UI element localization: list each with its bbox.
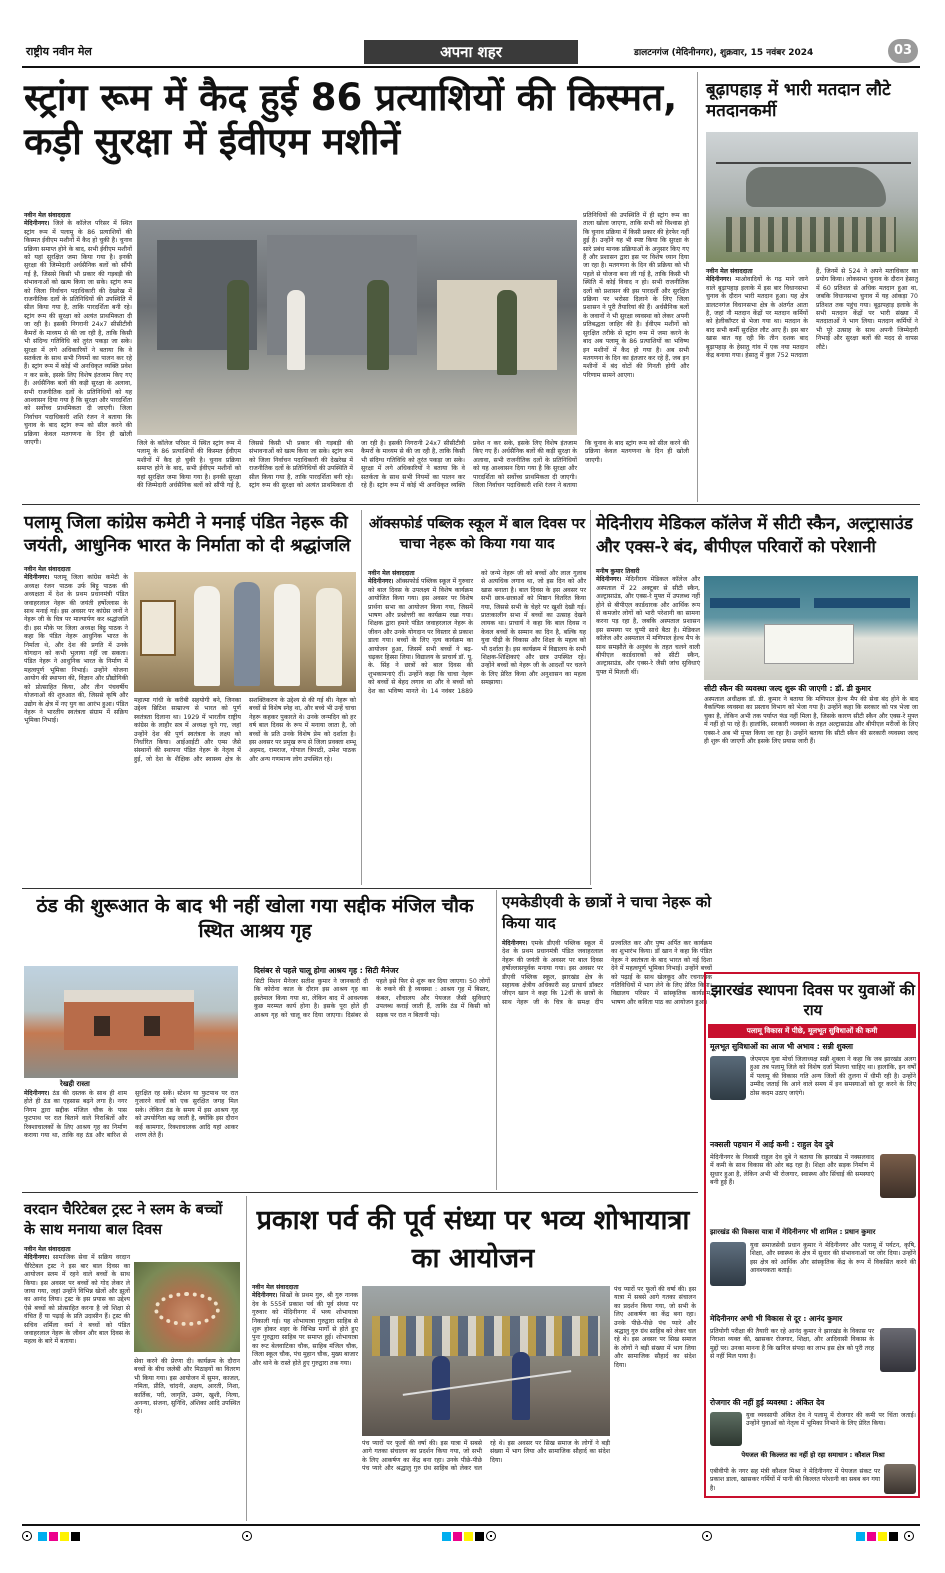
prakash-byline: नवीन मेल संवाददाता: [252, 1284, 299, 1291]
print-color-bar: [22, 1530, 920, 1544]
opinion-heading: पेयजल की किल्लत का नहीं हो रहा समाधान : कौशल मिश्रा: [741, 1451, 885, 1459]
mmch-headline: मेदिनीराय मेडिकल कॉलेज में सीटी स्कैन, अल्ट्रासाउंड और एक्स-रे बंद, बीपीएल परिवारों को परेशानी: [596, 514, 913, 556]
column-divider: [361, 510, 362, 885]
masthead-rule: [22, 66, 920, 68]
nehru-jayanti-place: मेदिनीनगर।: [24, 574, 50, 582]
nehru-tribute-photo: [134, 572, 356, 692]
oxford-place: मेदिनीनगर।: [368, 578, 394, 586]
slum-col-1: [24, 1246, 130, 1518]
slum-body: सामाजिक सेवा में सक्रिय वरदान चैरिटेबल ट्रस्ट ने इस बार बाल दिवस का आयोजन स्लम में रहने वाले बच्चों के साथ किया। इस अवसर पर बच्चों को गोद लेकर ले जाया गया, जहां उन्होंने विभिन्न खेलों और झूलों का आनंद लिया। ट्रस्ट के इस प्रयास का उद्देश्य ऐसे बच्चों को प्रोत्साहित करना है जो शिक्षा से वंचित हैं या पढ़ाई के प्रति उदासीन हैं। ट्रस्ट की सचिव शर्मिला वर्मा ने बच्चों को पंडित जवाहरलाल नेहरू के जीवन और बाल दिवस के महत्व के बारे में बताया।: [24, 1254, 131, 1346]
opinion-text: मेदिनीनगर के निवासी राहुल देव दुबे ने बताया कि झारखंड में नक्सलवाद में कमी के साथ विकास की ओर बढ़ रहा है। शिक्षा और सड़क निर्माण में सुधार हुआ है, लेकिन अभी भी रोजगार, स्वास्थ्य और सिंचाई की समस्याएं बनी हुई हैं।: [710, 1154, 874, 1187]
lead-body-cont: जिले के कॉलेज परिसर में स्थित स्ट्रांग रूम में पलामू के 86 प्रत्याशियों की किस्मत ईवीएम मशीनों में कैद हो चुकी है। चुनाव प्रक्रिया समाप्त होने के बाद, सभी ईवीएम मशीनों को यहां सुरक्षित जमा किया गया है। इनकी सुरक्षा की जिम्मेदारी अर्धसैनिक बलों को सौंपी गई है, जिससे किसी भी प्रकार की गड़बड़ी की संभावनाओं को खत्म किया जा सके। स्ट्रांग रूम को जिला निर्वाचन पदाधिकारी की देखरेख में राजनीतिक दलों के प्रतिनिधियों की उपस्थिति में सील किया गया है, ताकि पारदर्शिता बनी रहे। स्ट्रांग रूम की सुरक्षा को अत्यंत प्राथमिकता दी जा रही है। इसकी निगरानी 24x7 सीसीटीवी कैमरों के माध्यम से की जा रही है, ताकि किसी भी संदिग्ध गतिविधि को तुरंत पकड़ा जा सके। सुरक्षा में लगे अधिकारियों ने बताया कि वे सतर्कता के साथ सभी नियमों का पालन कर रहे हैं। स्ट्रांग रूम में कोई भी अनधिकृत व्यक्ति प्रवेश न कर सके, इसके लिए विशेष इंतजाम किए गए हैं। अर्धसैनिक बलों की कड़ी सुरक्षा के अलावा, सभी राजनीतिक दलों के प्रतिनिधियों को यह आश्वासन दिया गया है कि सुरक्षा और पारदर्शिता को सर्वोच्च प्राथमिकता दी जाएगी। जिला निर्वाचन पदाधिकारी शशि रंजन ने बताया कि चुनाव के बाद स्ट्रांग रूम को सील करने की प्रक्रिया केवल मतगणना के दिन ही खोली जाएगी।: [137, 440, 689, 490]
mkdav-story: [502, 940, 712, 1184]
slum-col-2: [134, 1358, 240, 1518]
lead-body-2: प्रतिनिधियों की उपस्थिति में ही स्ट्रांग रूम का ताला खोला जाएगा, ताकि सभी को विश्वास हो कि चुनाव प्रक्रिया में किसी प्रकार की हेरफेर नहीं हुई है। उन्होंने यह भी स्पष्ट किया कि सुरक्षा के सारे प्रबंध मानक प्रक्रियाओं के अनुसार किए गए हैं और प्रशासन द्वारा इस पर विशेष ध्यान दिया जा रहा है। मतगणना के दिन की प्रक्रिया को भी पहले से योजना बना ली गई है, ताकि किसी भी स्थिति में कोई विवाद न हो। सभी राजनीतिक दलों को प्रशासन की इस पारदर्शी और सुरक्षित प्रक्रिया पर भरोसा दिलाने के लिए जिला प्रशासन ने पूरी तैयारियां की हैं। अर्धसैनिक बलों के जवानों ने भी सुरक्षा व्यवस्था को लेकर अपनी प्रतिबद्धता जाहिर की है। ईवीएम मशीनों को सुरक्षित तरीके से स्ट्रांग रूम में जमा करने के बाद अब पलामू के 86 प्रत्याशियों का भविष्य इन मशीनों में कैद हो गया है। अब सभी मतगणना के दिन का इंतजार कर रहे हैं, जब इन मशीनों में बंद वोटों की गिनती होगी और परिणाम सामने आएगा।: [583, 212, 689, 379]
helicopter-photo: [706, 132, 918, 262]
avatar: [710, 1242, 746, 1286]
prakash-col-2: [362, 1440, 610, 1518]
opinion-4: [710, 1314, 916, 1396]
mmch-col-1: [596, 568, 700, 758]
slum-body-2: सेवा करने की प्रेरणा दी। कार्यक्रम के दौरान बच्चों के बीच जलेबी और मिठाइयों का वितरण भी किया गया। इस आयोजन में सुमन, काजल, नमिता, प्रीति, चांदनी, अक्षय, आरती, निशा, कार्तिक, परी, जागृति, उमंग, खुशी, नित्या, अनन्या, संजना, सुनिधि, अंशिका आदि उपस्थित रहे।: [134, 1358, 240, 1416]
avatar: [880, 1328, 916, 1372]
opinion-text: एबीवीपी के नगर सह मंत्री कौशल मिश्रा ने मेदिनीनगर में पेयजल संकट पर प्रकाश डाला, खासकर गर्मियों में पानी की किल्लत परेशानी का सबब बन गया है।: [710, 1468, 880, 1492]
shelter-body: ठंड की दस्तक के साथ ही शाम होते ही ठंड का एहसास बढ़ने लगा है। नगर निगम द्वारा सद्दीक मंजिल चौक के पास फुटपाथ पर रात बिताने वाले निराश्रितों और रिक्शाचालकों के लिए आश्रय गृह का निर्माण कराया गया था, ताकि वह ठंड और बारिश से सुरक्षित रह सकें। स्टेशन या फुटपाथ पर रात गुजारने वालों को एक सुरक्षित जगह मिल सके। लेकिन ठंड के समय में इस आश्रय गृह को उपयोगिता बढ़ जाती है, क्योंकि इस दौरान कई कामगार, रिक्शाचालक आदि यहां आकर शरण लेते हैं।: [24, 1090, 238, 1140]
jharkhand-box-subtitle: पलामू विकास में पीछे, मूलभूत सुविधाओं की कमी: [708, 1024, 916, 1038]
prakash-parv-headline: प्रकाश पर्व की पूर्व संध्या पर भव्य शोभायात्रा का आयोजन: [256, 1205, 690, 1274]
children-circle-photo: [134, 1262, 240, 1352]
lead-headline: स्ट्रांग रूम में कैद हुई 86 प्रत्याशियों की किस्मत, कड़ी सुरक्षा में ईवीएम मशीनें: [24, 76, 678, 163]
prakash-body: सिखों के प्रथम गुरु, श्री गुरु नानक देव के 555वें प्रकाश पर्व की पूर्व संध्या पर गुरुवार को मेदिनीनगर में भव्य शोभायात्रा निकाली गई। यह शोभायात्रा गुरुद्वारा साहिब से शुरू होकर शहर के विभिन्न मार्गों से होते हुए पुनः गुरुद्वारा साहिब पर समाप्त हुई। शोभायात्रा का रूट बेलवाटिका चौक, साहिब मंजिल चौक, जिला स्कूल चौक, पंच मुहान चौक, मुख्य बाजार और थाने के रास्ते होते हुए गुरुद्वारा तक गया।: [252, 1292, 359, 1367]
footer-rule: [22, 1524, 920, 1526]
jharkhand-box-title: झारखंड स्थापना दिवस पर युवाओं की राय: [710, 981, 916, 1019]
opinion-heading: रोजगार की नहीं हुई व्यवस्था : अंकित देव: [710, 1398, 825, 1407]
column-divider: [697, 72, 698, 502]
column-divider: [590, 510, 591, 885]
prakash-body-2: पंच प्यारों पर फूलों की वर्षा की। इस यात्रा में सबसे आगे गतका संचालन का प्रदर्शन किया गया, जो सभी के लिए आकर्षण का केंद्र बना रहा। उनके पीछे-पीछे पंच प्यारे और श्रद्धालु गुरु ग्रंथ साहिब को लेकर चल रहे थे। इस अवसर पर सिख समाज के लोगों ने बड़ी संख्या में भाग लिया और सामाजिक सौहार्द का संदेश दिया।: [362, 1440, 610, 1473]
jharkhand-day-box: [704, 972, 920, 1498]
slum-byline: नवीन मेल संवाददाता: [24, 1246, 71, 1253]
dateline: डालटनगंज (मेदिनीनगर), शुक्रवार, 15 नवंबर 2024: [634, 48, 814, 58]
budhapahad-place: मेदिनीनगर।: [706, 276, 732, 284]
avatar: [880, 1154, 916, 1198]
lead-story-col-3: [583, 212, 689, 497]
opinion-text: जेएमएम युवा मोर्चा जिलाध्यक्ष सन्नी शुक्ला ने कहा कि जब झारखंड अलग हुआ तब पलामू जिले को विशेष दर्जा मिलना चाहिए था। हालांकि, इन वर्षों में पलामू की विकास गति अन्य जिलों की तुलना में धीमी रही है। उन्होंने उम्मीद जताई कि आने वाले समय में इन समस्याओं को दूर करने के लिए ठोस कदम उठाए जाएंगे।: [750, 1056, 916, 1097]
opinion-3: [710, 1228, 916, 1312]
prakash-body-2-cont: पंच प्यारों पर फूलों की वर्षा की। इस यात्रा में सबसे आगे गतका संचालन का प्रदर्शन किया गया, जो सभी के लिए आकर्षण का केंद्र बना रहा। उनके पीछे-पीछे पंच प्यारे और श्रद्धालु गुरु ग्रंथ साहिब को लेकर चल रहे थे। इस अवसर पर सिख समाज के लोगों ने बड़ी संख्या में भाग लिया और सामाजिक सौहार्द का संदेश दिया।: [614, 1286, 696, 1369]
lead-story-col-1: [24, 212, 132, 497]
budhapahad-body: माओवादियों के गढ़ माने जाने वाले बूढ़ापहाड़ इलाके में इस बार विधानसभा चुनाव के दौरान भारी मतदान हुआ। यह क्षेत्र डालटनगंज विधानसभा क्षेत्र के अंतर्गत आता है, जहां नौ मतदान केंद्रों पर मतदान कर्मियों को हेलीकॉप्टर से भेजा गया था। मतदान के बाद सभी कर्मी सुरक्षित लौट आए हैं। इस बार खास बात यह रही कि तीन दशक बाद बूढ़ापहाड़ के हेसातु गांव में एक नया मतदान केंद्र बनाया गया। हेसातु में कुल 752 मतदाता हैं, जिनमें से 524 ने अपने मताधिकार का प्रयोग किया। लोकसभा चुनाव के दौरान हेसातु में 60 प्रतिशत से अधिक मतदान हुआ था, जबकि विधानसभा चुनाव में यह आंकड़ा 70 प्रतिशत तक पहुंच गया। बूढ़ापहाड़ इलाके के सभी मतदान केंद्रों पर भारी संख्या में मतदाताओं ने भाग लिया। मतदान कर्मियों ने भी पूरे उत्साह के साथ अपनी जिम्मेदारी निभाई और सुरक्षा बलों की मदद से वापस लौटे।: [706, 268, 918, 360]
hospital-photo: [704, 576, 918, 680]
prakash-place: मेदिनीनगर।: [252, 1292, 278, 1300]
slum-children-headline: वरदान चैरिटेबल ट्रस्ट ने स्लम के बच्चों के साथ मनाया बाल दिवस: [24, 1202, 223, 1238]
budhapahad-byline: नवीन मेल संवाददाता: [706, 268, 753, 275]
avatar: [884, 1464, 916, 1494]
nehru-jayanti-col-2: [134, 697, 356, 881]
avatar: [710, 1412, 742, 1446]
opinion-heading: झारखंड की विकास यात्रा में मेदिनीनगर भी शामिल : प्रधान कुमार: [710, 1228, 876, 1236]
column-divider: [246, 1196, 247, 1521]
mkdav-headline: एमकेडीएवी के छात्रों ने चाचा नेहरू को किया याद: [502, 893, 712, 932]
lead-story-col-2: [137, 440, 689, 498]
opinion-text: युवा व्यवसायी अंकित देव ने पलामू में रोजगार की कमी पर चिंता जताई। उन्होंने युवाओं को नेतृत्व में भूमिका निभाने के लिए प्रेरित किया।: [746, 1412, 916, 1428]
nehru-jayanti-col-1: [24, 566, 128, 881]
opinion-text: युवा समाजसेवी प्रधान कुमार ने मेदिनीनगर और पलामू में पर्यटन, कृषि, शिक्षा, और स्वास्थ्य के क्षेत्र में सुधार की संभावनाओं पर जोर दिया। उन्होंने इस क्षेत्र को आर्थिक और सांस्कृतिक केंद्र के रूप में विकसित करने की आवश्यकता बताई।: [750, 1242, 916, 1275]
shelter-body-2: सिटी मिशन मैनेजर सतीश कुमार ने जानकारी दी कि कोरोना काल के दौरान इस आश्रय गृह का इस्तेमाल किया गया था, लेकिन बाद में आवश्यक कुछ मरम्मत कार्य होना है। इसके पूरा होते ही आश्रय गृह को चालू कर दिया जाएगा। दिसंबर से पहले इसे फिर से शुरू कर दिया जाएगा। 50 लोगों के रुकने की है व्यवस्था : आश्रय गृह में बिस्तर, कंबल, शौचालय और पेयजल जैसी सुविधाएं उपलब्ध कराई जाती हैं, ताकि ठंड में किसी को सड़क पर रात न बितानी पड़े।: [254, 978, 490, 1019]
procession-photo: [362, 1286, 610, 1436]
mkdav-body: एमके डीएवी पब्लिक स्कूल में देश के प्रथम प्रधानमंत्री पंडित जवाहरलाल नेहरू की जयंती के अवसर पर बाल दिवस हर्षोल्लासपूर्वक मनाया गया। इस अवसर पर डीएवी पब्लिक स्कूल, झारखंड क्षेत्र के सहायक क्षेत्रीय अधिकारी सह प्राचार्य डॉक्टर जीएन खान ने कहा कि 12वीं के छात्रों के साथ नेहरू जी के चित्र के समक्ष दीप प्रज्वलित कर और पुष्प अर्पित कर कार्यक्रम का शुभारंभ किया। डॉ खान ने कहा कि पंडित नेहरू ने स्वतंत्रता के बाद भारत को नई दिशा देने में महत्वपूर्ण भूमिका निभाई। उन्होंने बच्चों को पढ़ाई के साथ खेलकूद और रचनात्मक गतिविधियों में भाग लेने के लिए प्रेरित किया। विद्यालय परिसर में सांस्कृतिक कार्यक्रम, भाषण और कविता पाठ का आयोजन हुआ।: [502, 940, 712, 1006]
page-number: 03: [888, 39, 918, 63]
shelter-col-2: [254, 978, 490, 1184]
opinion-text: प्रतियोगी परीक्षा की तैयारी कर रहे आनंद कुमार ने झारखंड के विकास पर निराशा व्यक्त की, खासकर रोजगार, शिक्षा, और आदिवासी विकास के मुद्दों पर। उनका मानना है कि खनिज संपदा का लाभ इस क्षेत्र को पूरी तरह से नहीं मिल पाया है।: [710, 1328, 874, 1361]
row-rule-2: [22, 888, 592, 889]
mmch-body-2: अस्पताल अधीक्षक डॉ. डी. कुमार ने बताया कि मणिपाल हेल्थ मैप की सेवा बंद होने के बाद वैकल्पिक व्यवस्था का प्रस्ताव विभाग को भेजा गया है। उन्होंने कहा कि सरकार को पत्र भेजा जा चुका है, लेकिन अभी तक पर्याप्त फंड नहीं मिला है, जिसके कारण सीटी स्कैन और एक्स-रे मुफ्त में नहीं हो पा रहे हैं। हालांकि, सरकारी व्यवस्था के तहत अल्ट्रासाउंड और बीपीएल मरीजों के लिए एक्स-रे अब भी मुफ्त किया जा रहा है। उन्होंने बताया कि सीटी स्कैन की सरकारी व्यवस्था जल्द ही शुरू की जाएगी और इसके लिए प्रयास जारी हैं।: [704, 696, 918, 746]
shelter-col-1: [24, 1090, 238, 1184]
opinion-heading: मेदिनीनगर अभी भी विकास से दूर : आनंद कुमार: [710, 1314, 843, 1323]
oxford-headline: ऑक्सफोर्ड पब्लिक स्कूल में बाल दिवस पर चाचा नेहरू को किया गया याद: [368, 516, 586, 552]
column-divider: [496, 890, 497, 1190]
budhapahad-headline: बूढ़ापहाड़ में भारी मतदान लौटे मतदानकर्मी: [706, 80, 891, 121]
budhapahad-story: [706, 268, 918, 500]
shelter-place: मेदिनीनगर।: [24, 1090, 50, 1097]
row-rule-1: [22, 504, 920, 505]
strong-room-photo: [137, 220, 577, 435]
opinion-heading: मूलभूत सुविधाओं का आज भी अभाव : सन्नी शुक्ला: [710, 1042, 853, 1051]
paper-name: राष्ट्रीय नवीन मेल: [26, 45, 92, 58]
lead-body: जिले के कॉलेज परिसर में स्थित स्ट्रांग रूम में पलामू के 86 प्रत्याशियों की किस्मत ईवीएम मशीनों में कैद हो चुकी है। चुनाव प्रक्रिया समाप्त होने के बाद, सभी ईवीएम मशीनों को यहां सुरक्षित जमा किया गया है। इनकी सुरक्षा की जिम्मेदारी अर्धसैनिक बलों को सौंपी गई है, जिससे किसी भी प्रकार की गड़बड़ी की संभावनाओं को खत्म किया जा सके। स्ट्रांग रूम को जिला निर्वाचन पदाधिकारी की देखरेख में राजनीतिक दलों के प्रतिनिधियों की उपस्थिति में सील किया गया है, ताकि पारदर्शिता बनी रहे। स्ट्रांग रूम की सुरक्षा को अत्यंत प्राथमिकता दी जा रही है। इसकी निगरानी 24x7 सीसीटीवी कैमरों के माध्यम से की जा रही है, ताकि किसी भी संदिग्ध गतिविधि को तुरंत पकड़ा जा सके। सुरक्षा में लगे अधिकारियों ने बताया कि वे सतर्कता के साथ सभी नियमों का पालन कर रहे हैं। स्ट्रांग रूम में कोई भी अनधिकृत व्यक्ति प्रवेश न कर सके, इसके लिए विशेष इंतजाम किए गए हैं। अर्धसैनिक बलों की कड़ी सुरक्षा के अलावा, सभी राजनीतिक दलों के प्रतिनिधियों को यह आश्वासन दिया गया है कि सुरक्षा और पारदर्शिता को सर्वोच्च प्राथमिकता दी जाएगी। जिला निर्वाचन पदाधिकारी शशि रंजन ने बताया कि चुनाव के बाद स्ट्रांग रूम को सील करने की प्रक्रिया केवल मतगणना के दिन ही खोली जाएगी।: [24, 220, 132, 446]
opinion-1: [710, 1042, 916, 1138]
mkdav-place: मेदिनीनगर।: [502, 940, 528, 947]
section-title: अपना शहर: [364, 40, 578, 64]
avatar: [710, 1056, 746, 1100]
nehru-jayanti-headline: पलामू जिला कांग्रेस कमेटी ने मनाई पंडित नेहरू की जयंती, आधुनिक भारत के निर्माता को दी श्रद्धांजलि: [24, 513, 351, 556]
opinion-5: [710, 1398, 916, 1448]
nehru-jayanti-body-2: महात्मा गांधी के करीबी सहयोगी बने, जिनका उद्देश्य ब्रिटिश साम्राज्य से भारत को पूर्ण स्वतंत्रता दिलाना था। 1929 में भारतीय राष्ट्रीय कांग्रेस के लाहौर सत्र में अध्यक्ष चुने गए, जहां उन्होंने देश की पूर्ण स्वतंत्रता के लक्ष्य को निर्धारित किया। आईआईटी और एम्स जैसे संस्थानों की स्थापना पंडित नेहरू के नेतृत्व में हुई, जो देश के शैक्षिक और स्वास्थ्य क्षेत्र के सशक्तिकरण के उद्देश्य से की गई थी। नेहरू को बच्चों से विशेष स्नेह था, और बच्चे भी उन्हें चाचा नेहरू कहकर पुकारते थे। उनके जन्मदिन को हर वर्ष बाल दिवस के रूप में मनाया जाता है, जो बच्चों के प्रति उनके विशेष प्रेम को दर्शाता है। इस अवसर पर प्रमुख रूप से जिला प्रवक्ता शम्भू अहमद, रामराज, गोपाल त्रिपाठी, उमेश पाठक और अन्य गणमान्य लोग उपस्थित रहे।: [134, 697, 356, 763]
opinion-6: [710, 1450, 916, 1496]
nehru-jayanti-byline: नवीन मेल संवाददाता: [24, 566, 71, 573]
oxford-body-2: बाल दिवस के इस अवसर पर सभी छात्र-छात्राओं को मिष्ठान वितरित किया गया, जिससे सभी के चेहरे पर खुशी देखी गई। प्रातःकालीन सभा में बच्चों का उत्साह देखने लायक था। प्राचार्य ने कहा कि बाल दिवस न केवल बच्चों के सम्मान का दिन है, बल्कि यह युवा पीढ़ी के विकास और शिक्षा के महत्व को भी दर्शाता है। इस कार्यक्रम में विद्यालय के सभी शिक्षक-शिक्षिकाएं और छात्र उपस्थित रहे। उन्होंने बच्चों को नेहरू जी के आदर्शों पर चलने के लिए प्रेरित किया और अनुशासन का महत्व समझाया।: [481, 586, 586, 687]
prakash-col-3: [614, 1286, 696, 1518]
nehru-jayanti-body: पलामू जिला कांग्रेस कमेटी के अध्यक्ष रंजन पाठक उर्फ बिट्टू पाठक की अध्यक्षता में देश के प्रथम प्रधानमंत्री पंडित जवाहरलाल नेहरू की जयंती हर्षोल्लास के साथ मनाई गई। इस अवसर पर कांग्रेस जनों ने नेहरू जी के चित्र पर माल्यार्पण कर श्रद्धांजलि दी। इस मौके पर जिला अध्यक्ष बिट्टू पाठक ने कहा कि पंडित नेहरू आधुनिक भारत के निर्माता थे, और देश की प्रगति में उनके योगदान को कभी भुलाया नहीं जा सकता। पंडित नेहरू ने आधुनिक भारत के निर्माण में महत्वपूर्ण भूमिका निभाई। उन्होंने योजना आयोग की स्थापना की, विज्ञान और प्रौद्योगिकी को प्रोत्साहित किया, और तीन पंचवर्षीय योजनाओं की शुरुआत की, जिससे कृषि और उद्योग के क्षेत्र में नए युग का आरंभ हुआ। पंडित नेहरू ने भारतीय स्वतंत्रता संग्राम में सक्रिय भूमिका निभाई।: [24, 574, 128, 725]
oxford-story: [368, 570, 586, 882]
oxford-body: ऑक्सफोर्ड पब्लिक स्कूल में गुरुवार को बाल दिवस के उपलक्ष्य में विशेष कार्यक्रम आयोजित किया गया। इस अवसर पर विशेष प्रार्थना सभा का आयोजन किया गया, जिसमें भाषण और प्रश्नोत्तरी का कार्यक्रम रखा गया। शिक्षक द्वारा हमारे पंडित जवाहरलाल नेहरू के जीवन और उनके योगदान पर विस्तार से प्रकाश डाला गया। बच्चों के लिए नृत्य कार्यक्रम का आयोजन हुआ, जिसमें सभी बच्चों ने बढ़-चढ़कर हिस्सा लिया। विद्यालय के प्राचार्य डॉ. यू. के. सिंह ने छात्रों को बाल दिवस की शुभकामनाएं दीं। उन्होंने कहा कि चाचा नेहरू को बच्चों से बेहद लगाव था और वे बच्चों को देश का भविष्य मानते थे। 14 नवंबर 1889 को जन्मे नेहरू जी को बच्चों और लाल गुलाब से अत्यधिक लगाव था, जो इस दिन को और खास बनाता है।: [368, 570, 586, 695]
row-rule-3: [22, 1192, 698, 1193]
shelter-headline: ठंड की शुरूआत के बाद भी नहीं खोला गया सद्दीक मंजिल चौक स्थित आश्रय गृह: [36, 895, 474, 942]
opinion-2: [710, 1140, 916, 1226]
shelter-photo-caption: रेखही रास्ता: [60, 1080, 90, 1088]
mmch-place: मेदिनीनगर।: [596, 576, 622, 584]
lead-byline: नवीन मेल संवाददाता: [24, 212, 71, 219]
mmch-byline: मनीष कुमार तिवारी: [596, 568, 640, 575]
mmch-body: मेदिनीराय मेडिकल कॉलेज और अस्पताल में 22 अक्टूबर से सीटी स्कैन, अल्ट्रासाउंड, और एक्स-रे मुफ्त में उपलब्ध नहीं होने से बीपीएल कार्डधारक और आर्थिक रूप से कमजोर लोगों को भारी परेशानी का सामना करना पड़ रहा है, जबकि अस्पताल प्रशासन इस समस्या पर चुप्पी साधे बैठा है। मेडिकल कॉलेज और अस्पताल में मणिपाल हेल्थ मैप के साथ समझौते के अनुबंध के तहत चलने वाली बीपीएल कार्डधारकों को सीटी स्कैन, अल्ट्रासाउंड, और एक्स-रे जैसी जांच सुविधाएं मुफ्त में मिलती थीं।: [596, 576, 700, 676]
mmch-col-2: [704, 696, 918, 882]
oxford-byline: नवीन मेल संवाददाता: [368, 570, 415, 577]
slum-place: मेदिनीनगर।: [24, 1254, 50, 1262]
lead-place: मेदिनीनगर।: [24, 220, 50, 228]
shelter-photo: [24, 966, 238, 1078]
masthead: [22, 36, 920, 66]
mmch-subhead: सीटी स्कैन की व्यवस्था जल्द शुरू की जाएगी : डॉ. डी कुमार: [704, 684, 871, 693]
prakash-col-1: [252, 1284, 358, 1518]
opinion-heading: नक्सली पहचान में आई कमी : राहुल देव दुबे: [710, 1140, 834, 1149]
shelter-subhead: दिसंबर से पहले चालू होगा आश्रय गृह : सिटी मैनेजर: [254, 966, 399, 975]
